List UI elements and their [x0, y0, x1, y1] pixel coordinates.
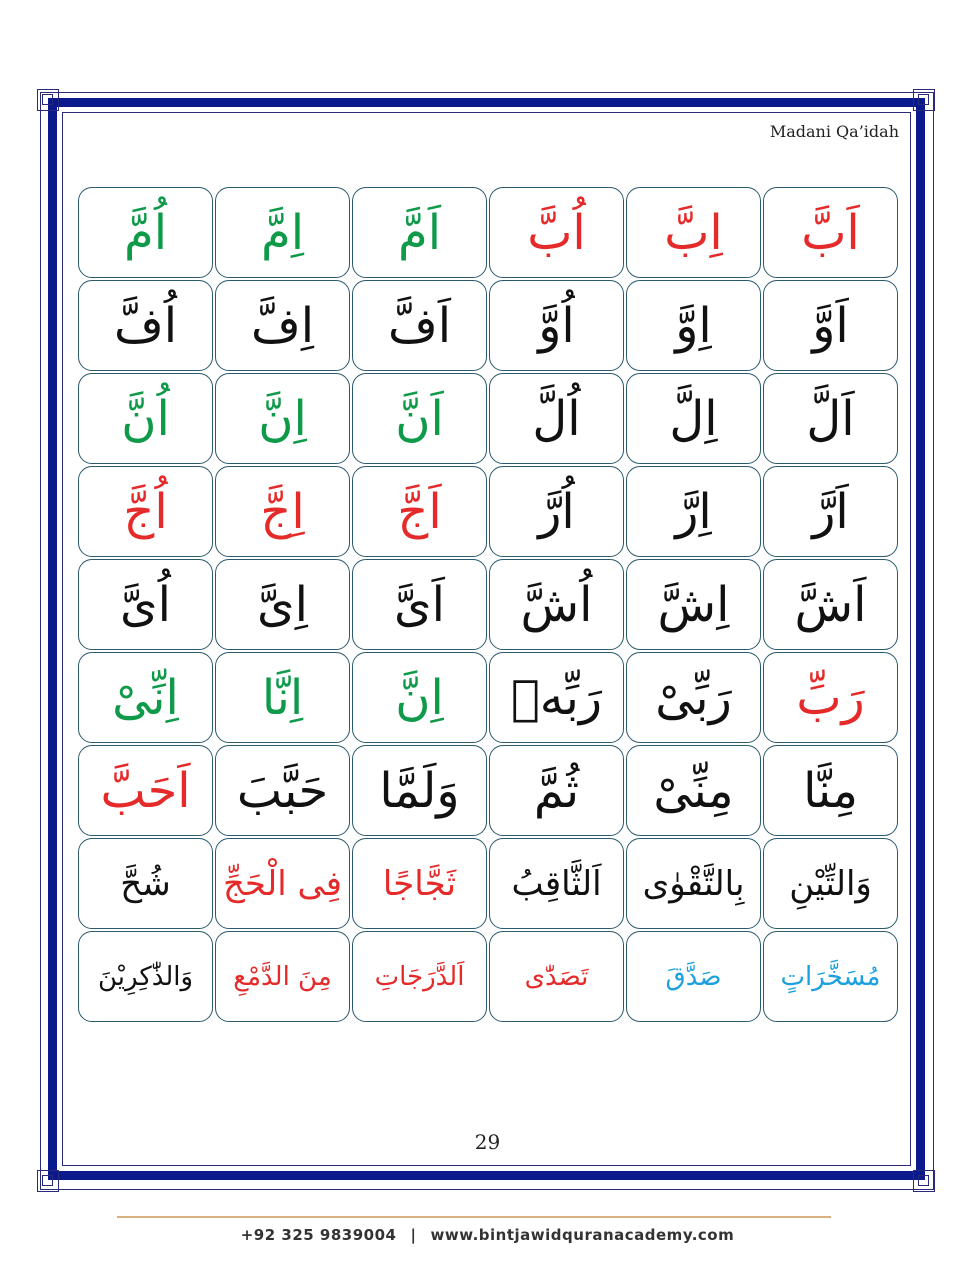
letter-cell: مِنَّا	[763, 745, 898, 836]
letter-cell: اُجَّ	[78, 466, 213, 557]
letter-cell: اَرَّ	[763, 466, 898, 557]
letter-cell: شُحَّ	[78, 838, 213, 929]
letter-cell: رَبِّ	[763, 652, 898, 743]
corner-ornament-top-left	[37, 89, 59, 111]
letter-cell: صَدَّقَ	[626, 931, 761, 1022]
letter-cell: حَبَّبَ	[215, 745, 350, 836]
letter-cell: اِفَّ	[215, 280, 350, 371]
footer-website[interactable]: www.bintjawidquranacademy.com	[430, 1226, 735, 1244]
letter-cell: اُبَّ	[489, 187, 624, 278]
letter-cell: اُشَّ	[489, 559, 624, 650]
letter-cell: اَمَّ	[352, 187, 487, 278]
letter-cell: اِیَّ	[215, 559, 350, 650]
letter-cell: اِنَّ	[352, 652, 487, 743]
letter-cell: اِنَّ	[215, 373, 350, 464]
letter-cell: اِوَّ	[626, 280, 761, 371]
letter-cell: اُلَّ	[489, 373, 624, 464]
letter-cell: ثُمَّ	[489, 745, 624, 836]
letter-cell: اِمَّ	[215, 187, 350, 278]
letter-cell: اِشَّ	[626, 559, 761, 650]
letter-cell: اَفَّ	[352, 280, 487, 371]
footer-separator: |	[410, 1226, 417, 1244]
letter-cell: مِنِّیْ	[626, 745, 761, 836]
footer-phone: +92 325 9839004	[240, 1226, 397, 1244]
letter-cell: اُوَّ	[489, 280, 624, 371]
letter-cell: رَبِّیْ	[626, 652, 761, 743]
letter-cell: اِنِّیْ	[78, 652, 213, 743]
letter-cell: اُنَّ	[78, 373, 213, 464]
letter-cell: اُمَّ	[78, 187, 213, 278]
letter-cell: اِجَّ	[215, 466, 350, 557]
letter-cell: اَبَّ	[763, 187, 898, 278]
letter-cell: اُرَّ	[489, 466, 624, 557]
letter-cell: اِنَّا	[215, 652, 350, 743]
letter-cell: مِنَ الدَّمْعِ	[215, 931, 350, 1022]
letter-cell: اَلدَّرَجَاتِ	[352, 931, 487, 1022]
footer-contact	[0, 1226, 975, 1244]
letter-cell: ثَجَّاجًا	[352, 838, 487, 929]
page-header-title: Madani Qa’idah	[769, 122, 899, 141]
letter-cell: اَیَّ	[352, 559, 487, 650]
letter-grid	[78, 187, 898, 1022]
letter-cell: اِلَّ	[626, 373, 761, 464]
letter-cell: وَلَمَّا	[352, 745, 487, 836]
letter-cell: اِبَّ	[626, 187, 761, 278]
letter-cell: وَالذّٰكِرِیْنَ	[78, 931, 213, 1022]
letter-cell: اَشَّ	[763, 559, 898, 650]
letter-cell: اَلَّ	[763, 373, 898, 464]
letter-cell: وَالتِّیْنِ	[763, 838, 898, 929]
footer-divider	[117, 1216, 831, 1218]
letter-cell: اَجَّ	[352, 466, 487, 557]
letter-cell: بِالتَّقْوٰی	[626, 838, 761, 929]
corner-ornament-bottom-left	[37, 1170, 59, 1192]
letter-cell: اَلثَّاقِبُ	[489, 838, 624, 929]
letter-cell: اَحَبَّ	[78, 745, 213, 836]
letter-cell: اُیَّ	[78, 559, 213, 650]
letter-cell: مُسَخَّرَاتٍ	[763, 931, 898, 1022]
letter-cell: تَصَدّٰی	[489, 931, 624, 1022]
letter-cell: فِی الْحَجِّ	[215, 838, 350, 929]
page-number: 29	[474, 1130, 501, 1154]
letter-cell: اِرَّ	[626, 466, 761, 557]
letter-cell: اَنَّ	[352, 373, 487, 464]
corner-ornament-top-right	[913, 89, 935, 111]
corner-ornament-bottom-right	[913, 1170, 935, 1192]
letter-cell: رَبِّهٖ	[489, 652, 624, 743]
letter-cell: اُفَّ	[78, 280, 213, 371]
letter-cell: اَوَّ	[763, 280, 898, 371]
